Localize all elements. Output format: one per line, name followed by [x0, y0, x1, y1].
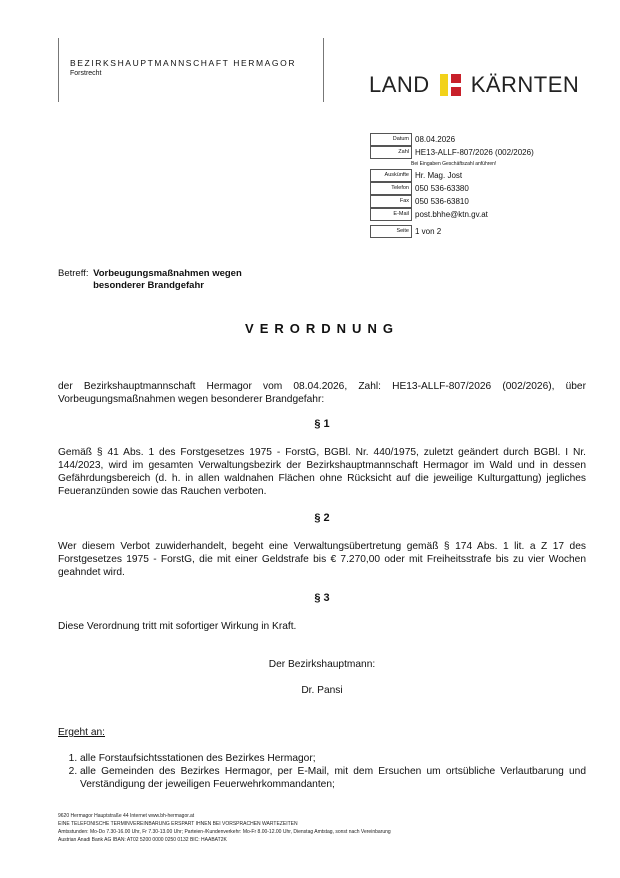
footer-hours: Amtsstunden: Mo-Do 7.30-16.00 Uhr, Fr 7.30-13.00 Uhr; Parteien-/Kundenverkehr: Mo-Fr 8.00-12.00 Uhr, Dienstag Amtstag, sonst nach Vereinbarung: [58, 829, 391, 835]
auskuenfte-value: Hr. Mag. Jost: [415, 171, 463, 180]
footer-bank: Austrian Anadi Bank AG IBAN: AT02 5200 0000 0250 0132 BIC: HAABAT2K: [58, 837, 227, 843]
seite-label: Seite: [370, 225, 412, 238]
intro-text: der Bezirkshauptmannschaft Hermagor vom 08.04.2026, Zahl: HE13-ALLF-807/2026 (002/2026), über Vorbeugungsmaßnahmen wegen besonderer Brandgefahr:: [58, 381, 586, 405]
section-text: Gemäß § 41 Abs. 1 des Forstgesetzes 1975 - ForstG, BGBl. Nr. 440/1975, zuletzt geändert durch BGBl. I Nr. 144/2023, wird im gesamten Verwaltungsbezirk der Bezirkshauptmannschaft Hermagor im Wald und in dessen Gefährdungsbereich (d. h. in allen waldnahen Flächen ohne Rücksicht auf die jeweilige Kulturgattung) jegliches Feueranzünden sowie das Rauchen verboten.: [58, 447, 586, 497]
divider: [323, 38, 324, 102]
datum-label: Datum: [370, 133, 412, 146]
logo-text-right: KÄRNTEN: [470, 72, 580, 97]
section-heading: § 1: [314, 418, 330, 430]
telefon-value: 050 536-63380: [415, 184, 469, 193]
distribution-list: [58, 752, 586, 791]
list-item: 1. alle Forstaufsichtsstationen des Bezirkes Hermagor;: [80, 752, 586, 765]
section-heading: § 2: [314, 512, 330, 524]
subject: [58, 268, 586, 292]
footer: [58, 812, 391, 844]
telefon-label: Telefon: [370, 182, 412, 195]
distribution-heading: Ergeht an:: [58, 727, 106, 738]
fax-value: 050 536-63810: [415, 197, 469, 206]
reference-note: Bei Eingaben Geschäftszahl anführen!: [411, 161, 497, 167]
section-text: Diese Verordnung tritt mit sofortiger Wirkung in Kraft.: [58, 621, 297, 632]
signature-role: Der Bezirkshauptmann:: [268, 659, 376, 670]
zahl-value: HE13-ALLF-807/2026 (002/2026): [415, 148, 534, 157]
email-label: E-Mail: [370, 208, 412, 221]
datum-value: 08.04.2026: [415, 135, 456, 144]
email-value[interactable]: post.bhhe@ktn.gv.at: [415, 210, 488, 219]
logo-text-left: LAND: [369, 72, 430, 97]
section-text: Wer diesem Verbot zuwiderhandelt, begeht eine Verwaltungsübertretung gemäß § 174 Abs. 1 lit. a Z 17 des Forstgesetzes 1975 - ForstG, die mit einer Geldstrafe bis € 7.270,00 oder mit Freiheitsstrafe bis zu vier Wochen geahndet wird.: [58, 541, 586, 578]
subject-label: Betreff:: [58, 268, 89, 279]
auskuenfte-label: Auskünfte: [370, 169, 412, 182]
letterhead: [70, 58, 296, 77]
footer-notice: EINE TELEFONISCHE TERMINVEREINBARUNG ERSPART IHNEN BEI VORSPRACHEN WARTEZEITEN: [58, 821, 298, 827]
land-kaernten-logo: [369, 72, 579, 98]
subject-line1: Vorbeugungsmaßnahmen wegen: [93, 268, 242, 279]
authority-name: BEZIRKSHAUPTMANNSCHAFT HERMAGOR: [70, 58, 297, 68]
signature-name: Dr. Pansi: [301, 685, 343, 696]
subject-line2: besonderer Brandgefahr: [93, 280, 204, 291]
fax-label: Fax: [370, 195, 412, 208]
department: Forstrecht: [70, 70, 102, 77]
list-item: 2. alle Gemeinden des Bezirkes Hermagor, per E-Mail, mit dem Ersuchen um ortsübliche Verlautbarung und Verständigung der jeweiligen Feuerwehrkommandanten;: [80, 765, 586, 791]
footer-address: 9620 Hermagor Hauptstraße 44 Internet www.bh-hermagor.at: [58, 813, 195, 819]
logo-mark-icon: [440, 74, 461, 96]
zahl-label: Zahl: [370, 146, 412, 159]
document-title: VERORDNUNG: [245, 321, 399, 336]
info-block: [370, 133, 534, 238]
section-heading: § 3: [314, 592, 330, 604]
divider: [58, 38, 59, 102]
seite-value: 1 von 2: [415, 227, 442, 236]
